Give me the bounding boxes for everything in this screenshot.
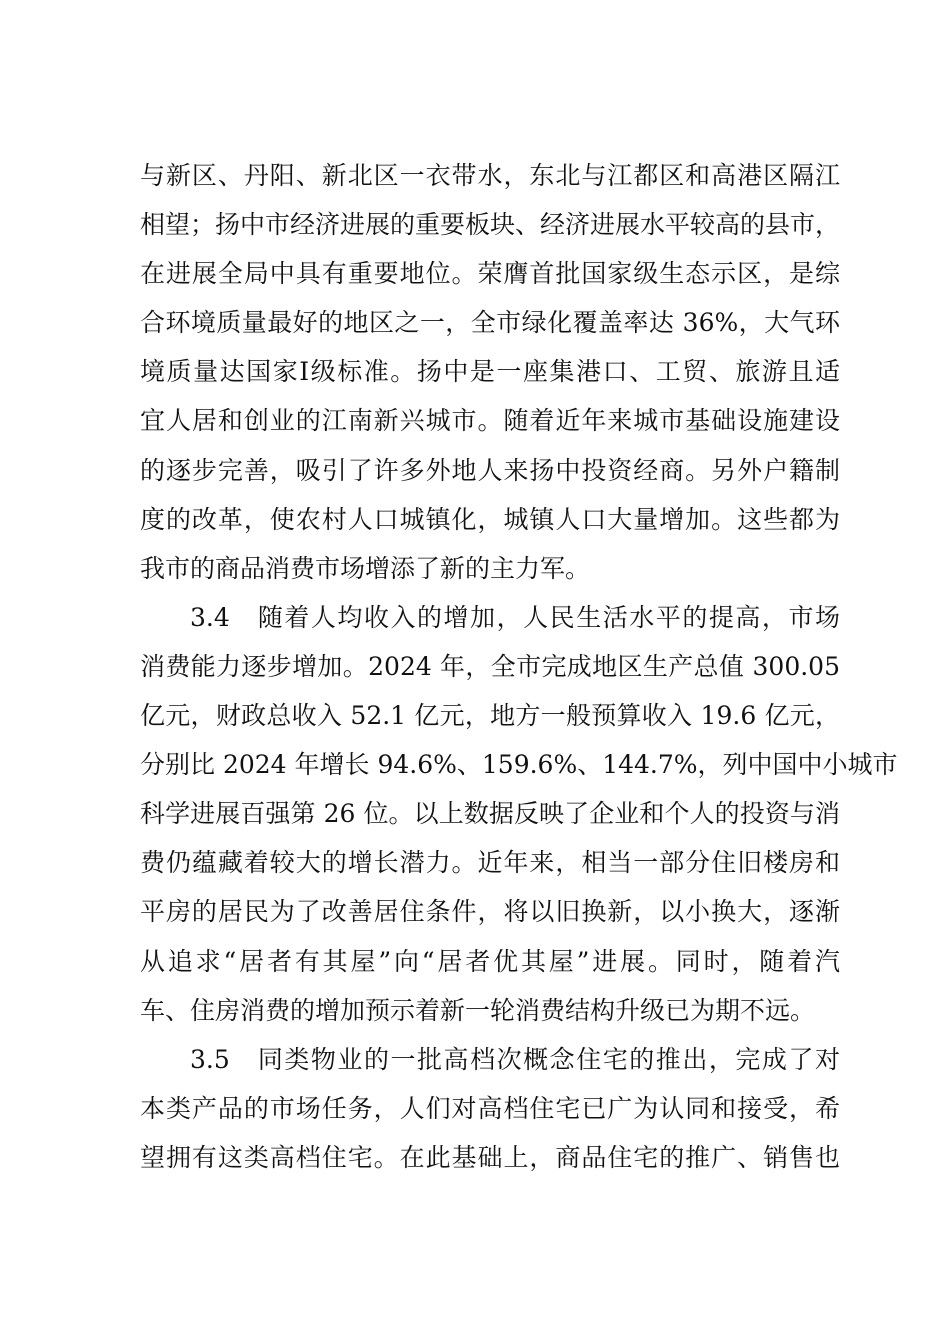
section-3-4-first-line: 3.4 随着人均收入的增加，人民生活水平的提高，市场 (190, 602, 840, 632)
text-line: 从追求“居者有其屋”向“居者优其屋”进展。同时，随着汽 (140, 946, 840, 976)
text-line: 境质量达国家Ⅰ级标准。扬中是一座集港口、工贸、旅游且适 (140, 357, 840, 387)
text-line: 消费能力逐步增加。2024 年，全市完成地区生产总值 300.05 (140, 651, 840, 681)
text-line: 分别比 2024 年增长 94.6%、159.6%、144.7%，列中国中小城市 (140, 750, 898, 780)
text-line: 在进展全局中具有重要地位。荣膺首批国家级生态示区，是综 (140, 259, 840, 289)
text-line: 与新区、丹阳、新北区一衣带水，东北与江都区和高港区隔江 (140, 161, 840, 190)
document-body (140, 151, 898, 1182)
text-line: 本类产品的市场任务，人们对高档住宅已广为认同和接受，希 (140, 1093, 840, 1123)
text-line: 科学进展百强第 26 位。以上数据反映了企业和个人的投资与消 (140, 799, 840, 829)
text-line: 的逐步完善，吸引了许多外地人来扬中投资经商。另外户籍制 (140, 455, 840, 485)
paragraph-end-line: 车、住房消费的增加预示着新一轮消费结构升级已为期不远。 (140, 995, 816, 1025)
section-3-5-first-line: 3.5 同类物业的一批高档次概念住宅的推出，完成了对 (190, 1044, 840, 1074)
text-line: 亿元，财政总收入 52.1 亿元，地方一般预算收入 19.6 亿元， (140, 701, 840, 731)
text-line: 费仍蕴藏着较大的增长潜力。近年来，相当一部分住旧楼房和 (140, 848, 840, 878)
text-line: 宜人居和创业的江南新兴城市。随着近年来城市基础设施建设 (140, 406, 840, 436)
text-line: 合环境质量最好的地区之一，全市绿化覆盖率达 36%，大气环 (140, 308, 840, 338)
text-line: 平房的居民为了改善居住条件，将以旧换新，以小换大，逐渐 (140, 897, 840, 927)
text-line: 度的改革，使农村人口城镇化，城镇人口大量增加。这些都为 (140, 504, 840, 534)
paragraph-end-line: 我市的商品消费市场增添了新的主力军。 (140, 553, 591, 583)
text-line: 相望；扬中市经济进展的重要板块、经济进展水平较高的县市， (140, 210, 841, 240)
text-line: 望拥有这类高档住宅。在此基础上，商品住宅的推广、销售也 (140, 1142, 840, 1172)
